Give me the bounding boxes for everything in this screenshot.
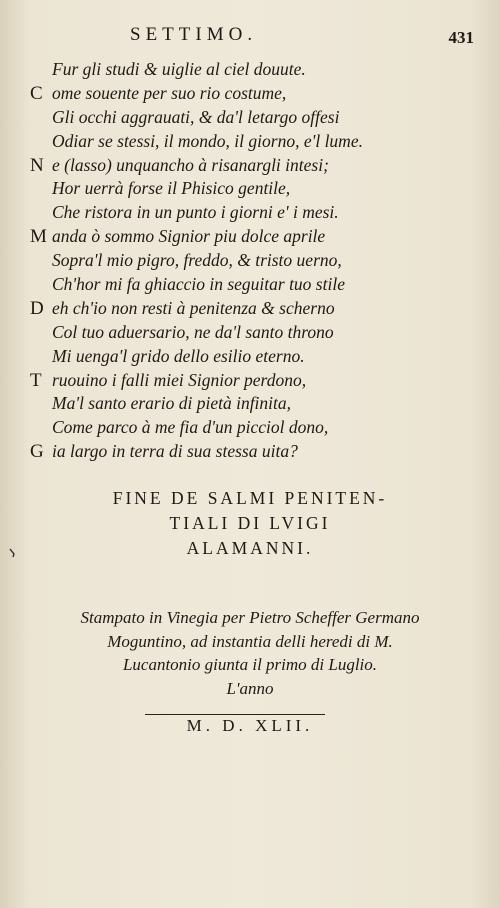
verse-text: Hor uerrà forse il Phisico gentile, [52,178,291,199]
verse-text: ruouino i falli miei Signior perdono, [52,369,307,390]
verse-line [30,273,470,297]
verse-text: anda ò sommo Signior piu dolce aprile [52,226,326,247]
verse-text: eh ch'io non resti à penitenza & scherno [52,297,335,318]
verse-line [30,177,470,201]
colophon-title-line: FINE DE SALMI PENITEN- [112,488,388,508]
verse-text: Che ristora in un punto i giorni e' i mesi. [52,202,339,223]
colophon-title-line: ALAMANNI. [186,538,314,558]
stanza-initial: N [30,154,44,176]
date-rule [145,714,325,715]
ink-mark-icon [9,548,17,558]
verse-text: ome souente per suo rio costume, [52,82,287,103]
stanza-initial: G [30,441,44,463]
verse-text: Gli occhi aggrauati, & da'l letargo offesi [52,106,340,127]
printer-imprint [0,606,500,700]
colophon-title-line: TIALI DI LVIGI [169,513,331,533]
verse-line [30,106,470,130]
verse-text: e (lasso) unquancho à risanargli intesi; [52,154,329,175]
imprint-line: Stampato in Vinegia per Pietro Scheffer Germano [80,608,420,627]
imprint-line: Lucantonio giunta il primo di Luglio. [122,655,378,674]
running-title: SETTIMO. [130,24,258,45]
imprint-line: Moguntino, ad instantia delli heredi di M. [107,631,393,651]
stanza-initial: D [30,297,44,319]
verse-line [30,369,470,393]
verse-line [30,416,470,440]
verse-line [30,225,470,249]
verse-line [30,201,470,225]
verse-line [30,82,470,106]
imprint-date: M. D. XLII. [186,716,314,735]
imprint-line: L'anno [226,678,274,698]
verse-line [30,392,470,416]
stanza-initial: C [30,82,43,104]
verse-text: ia largo in terra di sua stessa uita? [52,441,298,462]
verse-line [30,321,470,345]
verse-line [30,440,470,464]
verse-line [30,58,470,82]
verse-line [30,249,470,273]
page-number: 431 [448,28,474,47]
running-head [0,24,500,50]
stanza-initial: M [30,226,47,248]
verse-text: Fur gli studi & uiglie al ciel douute. [52,59,306,79]
verse-line [30,297,470,321]
verse-line [30,154,470,178]
verse-text: Odiar se stessi, il mondo, il giorno, e'l lume. [52,130,363,151]
verse-line [30,130,470,154]
verse-block [30,58,470,464]
colophon-title [0,486,500,561]
verse-text: Ma'l santo erario di pietà infinita, [52,393,292,414]
verse-line [30,345,470,369]
verse-text: Mi uenga'l grido dello esilio eterno. [52,345,305,366]
verse-text: Ch'hor mi fa ghiaccio in seguitar tuo stile [52,274,345,295]
verse-text: Come parco à me fia d'un picciol dono, [52,417,329,438]
stanza-initial: T [30,369,42,391]
verse-text: Col tuo aduersario, ne da'l santo throno [52,321,334,342]
verse-text: Sopra'l mio pigro, freddo, & tristo uerno, [52,250,342,271]
